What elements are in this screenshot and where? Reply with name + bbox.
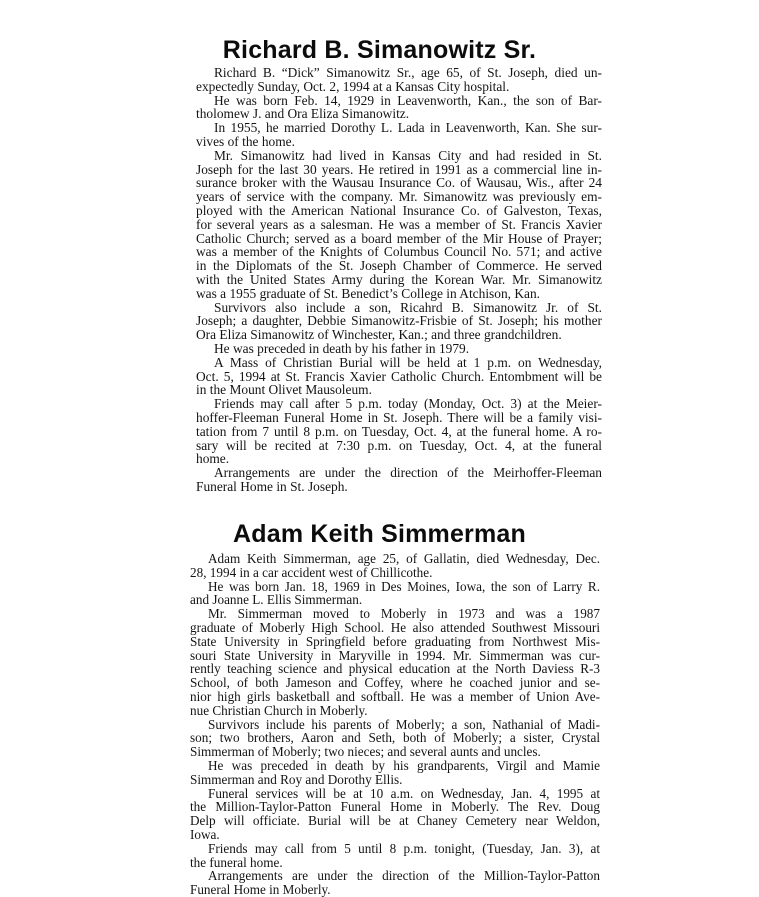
text-line: vives of the home. (196, 133, 295, 149)
obituary-paragraph (196, 149, 602, 301)
text-line: Arrangements are under the direction of the Meirhoffer-Fleeman (214, 465, 602, 481)
text-line: Joseph; a daughter, Debbie Simanowitz-Frisbie of St. Joseph; his mother (196, 313, 602, 329)
text-line: In 1955, he married Dorothy L. Lada in Leavenworth, Kan. She sur- (214, 120, 602, 136)
obituary-paragraph (190, 607, 600, 717)
obituary-body-simanowitz (196, 66, 602, 494)
obituary-paragraph (196, 301, 602, 342)
obituary-paragraph (196, 397, 602, 466)
text-line: Iowa. (190, 826, 220, 842)
obituary-body-simmerman (190, 552, 600, 897)
text-line: sary will be recited at 7:30 p.m. on Tuesday, Oct. 4, at the funeral (196, 437, 602, 453)
obituary-paragraph (190, 759, 600, 787)
text-line: Simmerman of Moberly; two nieces; and several aunts and uncles. (190, 744, 541, 760)
text-line: Simmerman and Roy and Dorothy Ellis. (190, 771, 403, 787)
text-line: Funeral services will be at 10 a.m. on Wednesday, Jan. 4, 1995 at (208, 785, 600, 801)
text-line: tation from 7 until 8 p.m. on Tuesday, Oct. 4, at the funeral home. A ro- (196, 423, 602, 439)
text-line: School, of both Jameson and Coffey, where he coached junior and se- (190, 675, 600, 691)
obituary-paragraph (190, 869, 600, 897)
text-line: Friends may call from 5 until 8 p.m. tonight, (Tuesday, Jan. 3), at (208, 840, 600, 856)
text-line: He was preceded in death by his father in 1979. (214, 340, 470, 356)
text-line: Survivors include his parents of Moberly; a son, Nathanial of Madi- (208, 716, 600, 732)
obituary-title-simmerman: Adam Keith Simmerman (233, 520, 526, 548)
text-line: Arrangements are under the direction of the Million-Taylor-Patton (208, 868, 600, 884)
obituary-paragraph (190, 580, 600, 608)
text-line: Ora Eliza Simanowitz of Winchester, Kan.; and three grandchildren. (196, 327, 562, 343)
text-line: for several years as a salesman. He was a member of St. Francis Xavier (196, 216, 602, 232)
obituary-paragraph (196, 342, 602, 356)
text-line: State University in Springfield before graduating from Northwest Mis- (190, 633, 600, 649)
text-line: ployed with the American National Insurance Co. of Galveston, Texas, (196, 202, 602, 218)
text-line: He was preceded in death by his grandparents, Virgil and Mamie (208, 757, 600, 773)
text-line: Funeral Home in St. Joseph. (196, 478, 348, 494)
text-line: graduate of Moberly High School. He also attended Southwest Missouri (190, 619, 600, 635)
obituary-paragraph (190, 787, 600, 842)
text-line: 28, 1994 in a car accident west of Chillicothe. (190, 564, 433, 580)
text-line: Survivors also include a son, Ricahrd B. Simanowitz Jr. of St. (214, 299, 602, 315)
obituary-paragraph (196, 356, 602, 397)
obituary-paragraph (190, 842, 600, 870)
text-line: nior high girls basketball and softball. He was a member of Union Ave- (190, 688, 600, 704)
text-line: Richard B. “Dick” Simanowitz Sr., age 65, of St. Joseph, died un- (214, 65, 602, 80)
text-line: in the Diplomats of the St. Joseph Chamber of Commerce. He served (196, 258, 602, 274)
text-line: hoffer-Fleeman Funeral Home in St. Joseph. There will be a family visi- (196, 409, 602, 425)
text-line: the funeral home. (190, 854, 283, 870)
text-line: nue Christian Church in Moberly. (190, 702, 368, 718)
text-line: years of service with the company. Mr. Simanowitz was previously em- (196, 189, 602, 205)
text-line: and Joanne L. Ellis Simmerman. (190, 592, 363, 608)
text-line: surance broker with the Wausau Insurance Co. of Wausau, Wis., after 24 (196, 175, 602, 191)
text-line: was a 1955 graduate of St. Benedict’s College in Atchison, Kan. (196, 285, 540, 301)
obituary-paragraph (190, 718, 600, 759)
text-line: son; two brothers, Aaron and Seth, both of Moberly; a sister, Crystal (190, 730, 600, 746)
text-line: rently teaching science and physical education at the North Daviess R-3 (190, 661, 600, 677)
text-line: Oct. 5, 1994 at St. Francis Xavier Catholic Church. Entombment will be (196, 368, 602, 384)
text-line: tholomew J. and Ora Eliza Simanowitz. (196, 106, 410, 122)
text-line: Mr. Simanowitz had lived in Kansas City and had resided in St. (214, 147, 602, 163)
obituary-paragraph (196, 121, 602, 149)
text-line: with the United States Army during the Korean War. Mr. Simanowitz (196, 271, 602, 287)
text-line: expectedly Sunday, Oct. 2, 1994 at a Kansas City hospital. (196, 78, 510, 94)
text-line: Funeral Home in Moberly. (190, 882, 331, 897)
obituary-paragraph (196, 94, 602, 122)
text-line: Delp will officiate. Burial will be at Chaney Cemetery near Weldon, (190, 813, 600, 829)
text-line: was a member of the Knights of Columbus Council No. 571; and active (196, 244, 602, 260)
obituary-paragraph (190, 552, 600, 580)
text-line: Friends may call after 5 p.m. today (Monday, Oct. 3) at the Meier- (214, 396, 602, 412)
text-line: He was born Feb. 14, 1929 in Leavenworth, Kan., the son of Bar- (214, 92, 602, 108)
text-line: souri State University in Maryville in 1994. Mr. Simmerman was cur- (190, 647, 600, 663)
text-line: Joseph for the last 30 years. He retired in 1991 as a commercial line in- (196, 161, 602, 177)
text-line: He was born Jan. 18, 1969 in Des Moines, Iowa, the son of Larry R. (208, 578, 600, 594)
text-line: home. (196, 451, 230, 467)
text-line: in the Mount Olivet Mausoleum. (196, 382, 372, 398)
text-line: Adam Keith Simmerman, age 25, of Gallatin, died Wednesday, Dec. (208, 551, 600, 566)
text-line: Mr. Simmerman moved to Moberly in 1973 and was a 1987 (208, 606, 600, 622)
obituary-paragraph (196, 466, 602, 494)
text-line: A Mass of Christian Burial will be held at 1 p.m. on Wednesday, (214, 354, 602, 370)
text-line: the Million-Taylor-Patton Funeral Home in Moberly. The Rev. Doug (190, 799, 600, 815)
obituary-title-simanowitz: Richard B. Simanowitz Sr. (222, 36, 537, 64)
text-line: Catholic Church; served as a board member of the Mir House of Prayer; (196, 230, 602, 246)
obituary-paragraph (196, 66, 602, 94)
